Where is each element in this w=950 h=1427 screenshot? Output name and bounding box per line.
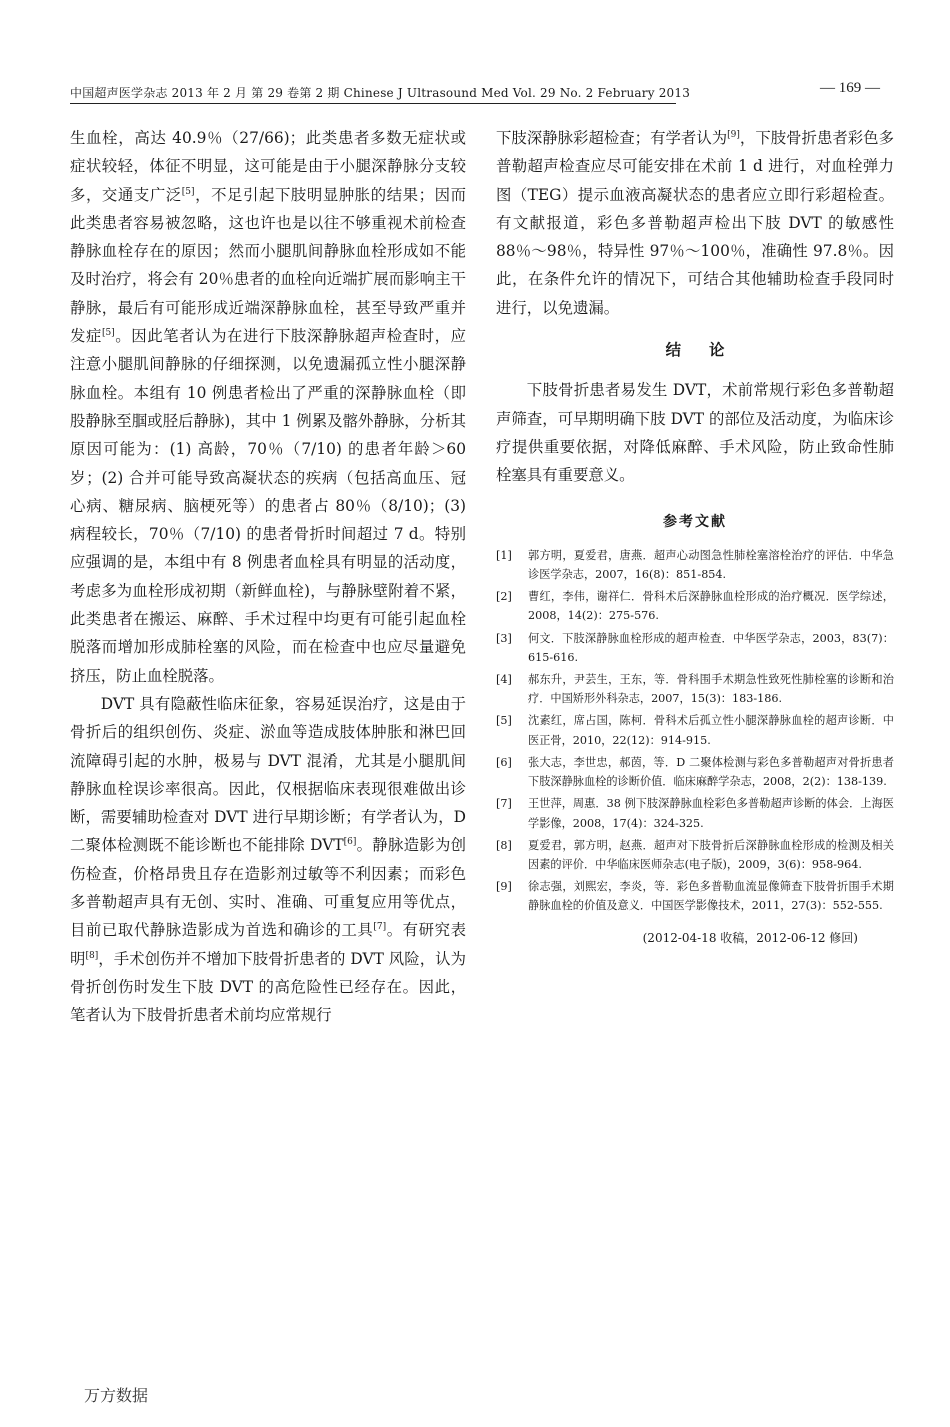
reference-text: 徐志强，刘熙宏，李炎，等．彩色多普勒血流显像筛查下肢骨折围手术期静脉血栓的价值及意义．中国医学影像技术，2011，27(3)：552-555. [528,880,894,913]
references-heading: 参考文献 [663,513,727,530]
paragraph-text: 。因此笔者认为在进行下肢深静脉超声检查时，应注意小腿肌间静脉的仔细探测，以免遗漏孤立性小腿深静脉血栓。本组有 10 例患者检出了严重的深静脉血栓（即股静脉至腘或胫后静脉)，其中 1 例累及髂外静脉，分析其原因可能为：(1) 高龄，70％（7/10) 的患者年龄＞60 岁；(2) 合并可能导致高凝状态的疾病（包括高血压、冠心病、糖尿病、脑梗死等）的患者占 80％（8/10)；(3) 病程较长，70％（7/10) 的患者骨折时间超过 7 d。特别应强调的是，本组中有 8 例患者血栓具有明显的活动度，考虑多为血栓形成初期（新鲜血栓)，与静脉壁附着不紧，此类患者在搬运、麻醉、手术过程中均更有可能引起血栓脱落而增加形成肺栓塞的风险，而在检查中也应尽量避免挤压，防止血栓脱落。 [70,327,466,685]
reference-number: [7] [496,797,512,811]
paragraph-text: ，下肢骨折患者彩色多普勒超声检查应尽可能安排在术前 1 d 进行，对血栓弹力图（TEG）提示血液高凝状态的患者应立即行彩超检查。有文献报道，彩色多普勒超声检出下肢 DVT 的敏感性 88％～98％，特异性 97％～100％，准确性 97.8％。因此，在条件允许的情况下，可结合其他辅助检查手段同时进行，以免遗漏。 [496,129,894,317]
citation-marker: [6] [343,837,357,848]
running-header [70,78,890,106]
reference-text: 郭方明，夏爱君，唐燕．超声心动图急性肺栓塞溶栓治疗的评估．中华急诊医学杂志，2007，16(8)：851-854. [528,548,894,582]
reference-number: [8] [496,838,512,852]
reference-number: [1] [496,548,512,562]
reference-item [496,753,894,791]
reference-number: [3] [496,631,512,645]
paragraph-text: 。有研究表明 [70,921,466,968]
paragraph-text: 。静脉造影为创伤检查，价格昂贵且存在造影剂过敏等不利因素；而彩色多普勒超声具有无创、实时、准确、可重复应用等优点，目前已取代静脉造影成为首选和确诊的工具 [70,836,466,940]
reference-text: 郝东升，尹芸生，王东，等．骨科围手术期急性致死性肺栓塞的诊断和治疗．中国矫形外科杂志，2007，15(3)：183-186. [528,673,894,706]
reference-number: [2] [496,590,512,604]
paragraph-text: ，手术创伤并不增加下肢骨折患者的 DVT 风险，认为骨折创伤时发生下肢 DVT 的高危险性已经存在。因此，笔者认为下肢骨折患者术前均应常规行 [70,949,466,1025]
body-paragraph [70,690,466,1030]
body-paragraph [70,124,466,690]
reference-list [496,546,894,916]
paragraph-text: DVT 具有隐蔽性临床征象，容易延误治疗，这是由于骨折后的组织创伤、炎症、淤血等造成肢体肿胀和淋巴回流障碍引起的水肿，极易与 DVT 混淆，尤其是小腿肌间静脉血栓误诊率很高。因此，仅根据临床表现很难做出诊断，需要辅助检查对 DVT 进行早期诊断；有学者认为，D 二聚体检测既不能诊断也不能排除 DVT [70,694,466,855]
paragraph-text: ，不足引起下肢明显肿胀的结果；因而此类患者容易被忽略，这也许也是以往不够重视术前检查静脉血栓存在的原因；然而小腿肌间静脉血栓形成如不能及时治疗，将会有 20％患者的血栓向近端扩展而影响主干静脉，最后有可能形成近端深静脉血栓，甚至导致严重并发症 [70,185,466,346]
citation-marker: [9] [727,129,740,140]
body-paragraph [496,124,894,322]
citation-marker: [7] [373,922,387,933]
received-date-note: (2012-04-18 收稿，2012-06-12 修回) [642,930,858,945]
reference-item [496,629,894,667]
reference-text: 张大志，李世忠，郝茵，等．D 二聚体检测与彩色多普勒超声对骨折患者下肢深静脉血栓的诊断价值．临床麻醉学杂志，2008，2(2)：138-139. [528,755,894,789]
reference-text: 曹红，李伟，谢祥仁．骨科术后深静脉血栓形成的治疗概况．医学综述，2008，14(2)：275-576. [528,590,894,623]
citation-marker: [8] [85,950,99,961]
reference-text: 沈素红，席占国，陈柯．骨科术后孤立性小腿深静脉血栓的超声诊断．中医正骨，2010，22(12)：914-915. [528,714,894,747]
reference-item [496,546,894,584]
reference-number: [5] [496,714,512,728]
reference-item [496,711,894,749]
citation-marker: [5] [181,186,195,197]
reference-text: 夏爱君，郭方明，赵燕．超声对下肢骨折后深静脉血栓形成的检测及相关因素的评价．中华临床医师杂志(电子版)，2009，3(6)：958-964. [528,838,894,871]
paragraph-text: 下肢深静脉彩超检查；有学者认为 [496,129,728,147]
reference-item [496,670,894,708]
paragraph-text: 生血栓，高达 40.9％（27/66)；此类患者多数无症状或症状较轻，体征不明显，这可能是由于小腿深静脉分支较多，交通支广泛 [70,129,466,204]
reference-item [496,794,894,832]
reference-number: [6] [496,755,512,769]
reference-number: [4] [496,673,512,687]
watermark-text: 万方数据 [84,1386,149,1405]
journal-citation: 中国超声医学杂志 2013 年 2 月 第 29 卷第 2 期 Chinese J Ultrasound Med Vol. 29 No. 2 February 2013 [70,86,691,100]
reference-item [496,836,894,874]
conclusion-heading: 结论 [665,341,753,360]
page-number: — 169 — [820,80,880,96]
reference-number: [9] [496,880,512,894]
header-rule [70,103,676,104]
right-column-body [496,124,894,322]
citation-marker: [5] [101,327,115,338]
right-column [496,124,894,952]
left-column [70,124,466,1030]
reference-item [496,587,894,625]
reference-text: 何文．下肢深静脉血栓形成的超声检查．中华医学杂志，2003，83(7)：615-616. [528,631,894,664]
reference-item [496,877,894,915]
reference-text: 王世萍，周惠．38 例下肢深静脉血栓彩色多普勒超声诊断的体会．上海医学影像，2008，17(4)：324-325. [528,797,894,830]
conclusion-paragraph: 下肢骨折患者易发生 DVT，术前常规行彩色多普勒超声筛查，可早期明确下肢 DVT 的部位及活动度，为临床诊疗提供重要依据，对降低麻醉、手术风险，防止致命性肺栓塞具有重要意义。 [496,381,894,485]
